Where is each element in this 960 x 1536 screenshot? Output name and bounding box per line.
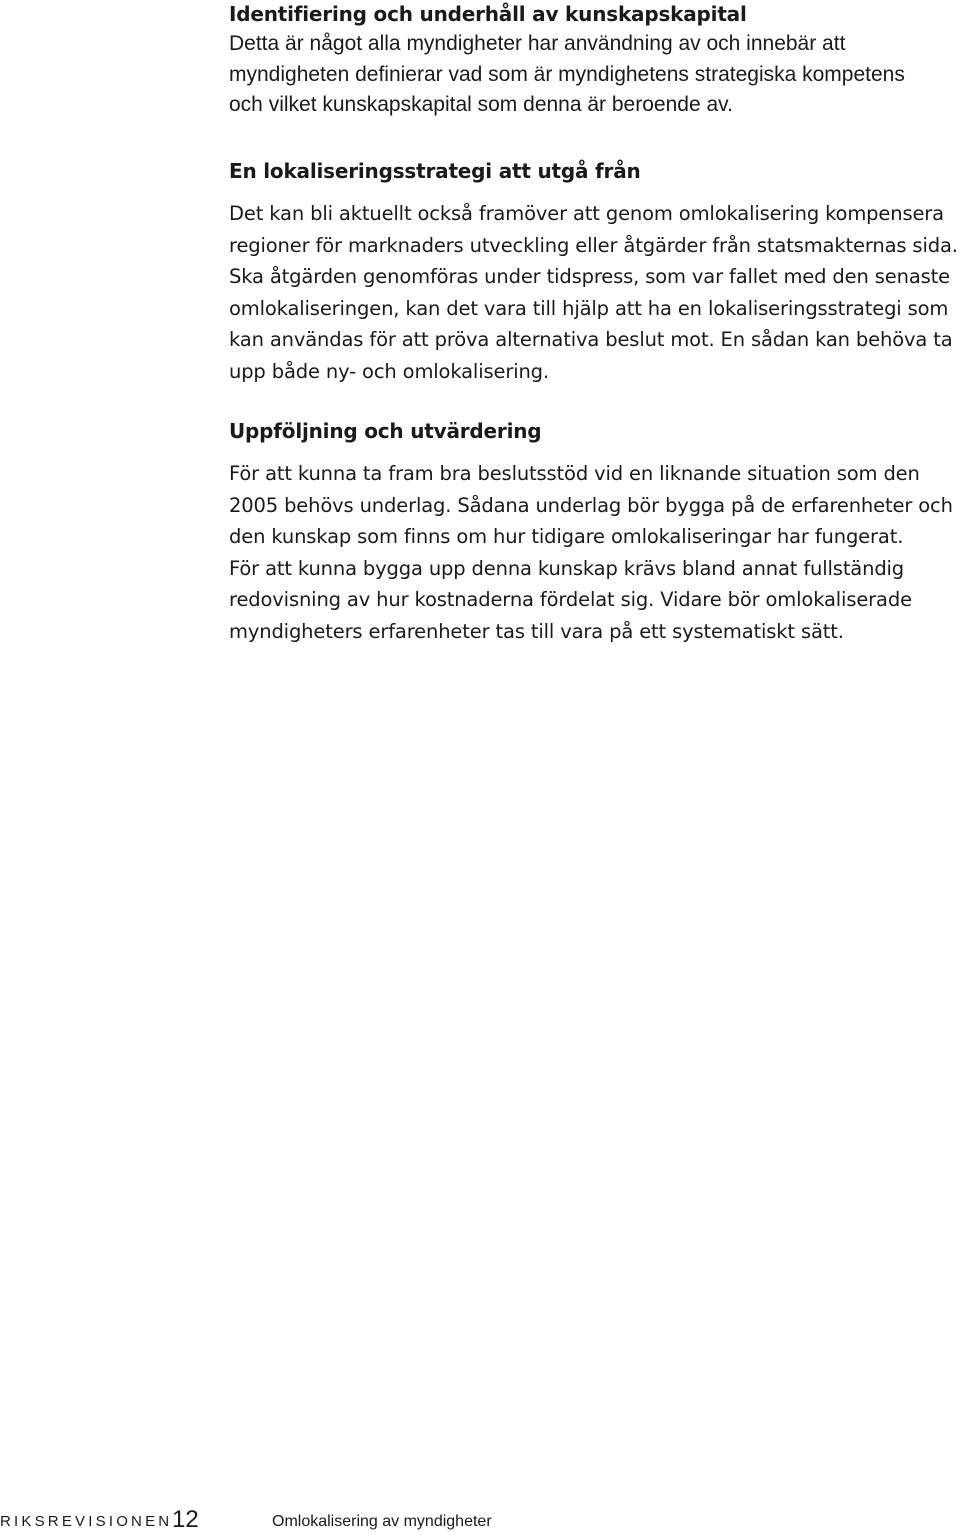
paragraph-line: Det kan bli aktuellt också framöver att genom omlokalisering kompensera — [229, 202, 944, 225]
paragraph-line: Ska åtgärden genomföras under tidspress, som var fallet med den senaste — [229, 265, 950, 289]
page-number: 12 — [172, 1506, 199, 1533]
section-heading: Identifiering och underhåll av kunskapskapital — [229, 2, 747, 26]
paragraph-line: den kunskap som finns om hur tidigare omlokaliseringar har fungerat. — [229, 525, 904, 549]
section-heading: En lokaliseringsstrategi att utgå från — [229, 159, 641, 183]
paragraph-line: omlokaliseringen, kan det vara till hjälp att ha en lokaliseringsstrategi som — [229, 296, 949, 320]
paragraph-line: redovisning av hur kostnaderna fördelat sig. Vidare bör omlokaliserade — [229, 588, 912, 612]
section-paragraph — [229, 198, 958, 388]
section-follow-up-evaluation — [229, 416, 953, 648]
paragraph-line: myndigheten definierar vad som är myndighetens strategiska kompetens — [229, 62, 905, 86]
paragraph-line: För att kunna bygga upp denna kunskap krävs bland annat fullständig — [229, 556, 905, 580]
section-heading: Uppföljning och utvärdering — [229, 419, 542, 443]
footer-organization: RIKSREVISIONEN — [0, 1513, 173, 1530]
paragraph-line: 2005 behövs underlag. Sådana underlag bör bygga på de erfarenheter och — [229, 493, 953, 517]
section-paragraph — [229, 458, 953, 648]
paragraph-line: Detta är något alla myndigheter har användning av och innebär att — [229, 32, 846, 55]
paragraph-line: myndigheters erfarenheter tas till vara på ett systematiskt sätt. — [229, 619, 844, 643]
paragraph-line: upp både ny- och omlokalisering. — [229, 359, 549, 383]
paragraph-line: och vilket kunskapskapital som denna är beroende av. — [229, 93, 733, 116]
paragraph-line: kan användas för att pröva alternativa beslut mot. En sådan kan behöva ta — [229, 328, 953, 352]
paragraph-line: regioner för marknaders utveckling eller åtgärder från statsmakternas sida. — [229, 233, 958, 257]
paragraph-line: För att kunna ta fram bra beslutsstöd vid en liknande situation som den — [229, 462, 920, 485]
page-footer — [0, 1506, 960, 1536]
section-paragraph — [229, 29, 905, 121]
section-knowledge-capital — [229, 0, 905, 121]
section-localization-strategy — [229, 156, 958, 388]
footer-document-title: Omlokalisering av myndigheter — [272, 1513, 492, 1530]
